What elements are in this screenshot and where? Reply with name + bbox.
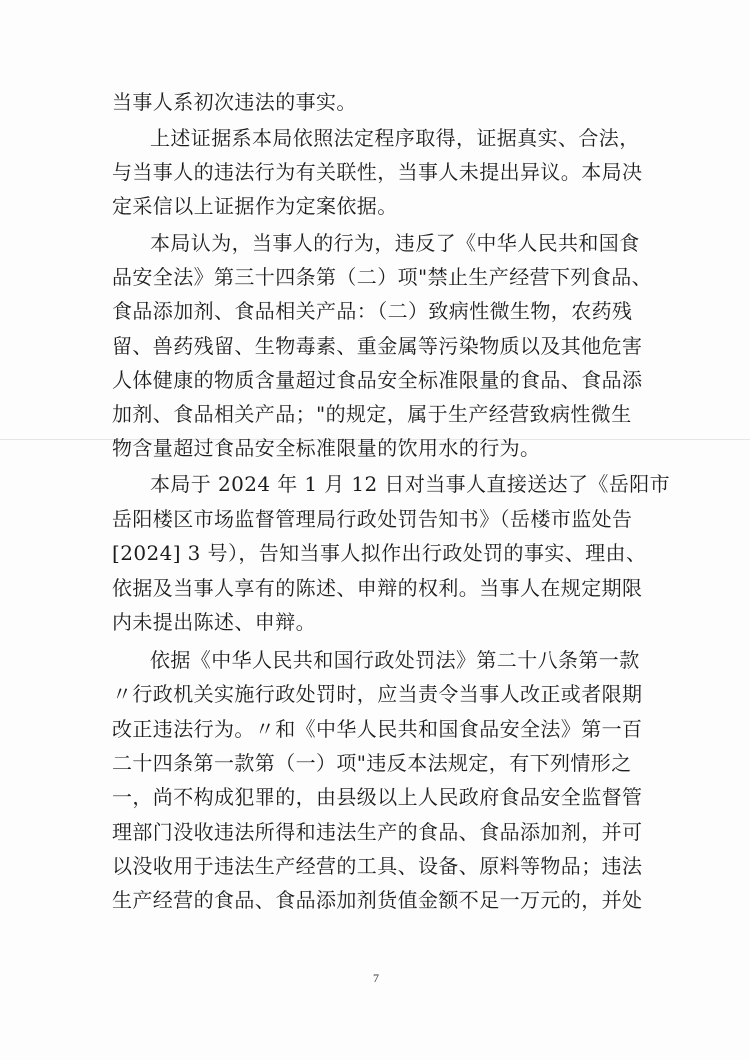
text-line: 内未提出陈述、申辩。 <box>112 610 316 634</box>
text-line: 以没收用于违法生产经营的工具、设备、原料等物品；违法 <box>112 854 643 878</box>
text-line: 与当事人的违法行为有关联性，当事人未提出异议。本局决 <box>112 160 643 184</box>
text-line: [2024] 3 号），告知当事人拟作出行政处罚的事实、理由、 <box>112 541 647 565</box>
text-line: 定采信以上证据作为定案依据。 <box>112 194 398 218</box>
text-line: 加剂、食品相关产品；"的规定，属于生产经营致病性微生 <box>112 402 632 426</box>
paragraph-start-line: 上述证据系本局依照法定程序取得，证据真实、合法， <box>150 126 640 150</box>
text-line: 生产经营的食品、食品添加剂货值金额不足一万元的，并处 <box>112 888 643 912</box>
paragraph-start-line: 本局认为，当事人的行为，违反了《中华人民共和国食 <box>150 231 640 255</box>
text-line: 人体健康的物质含量超过食品安全标准限量的食品、食品添 <box>112 368 643 392</box>
text-line: 〃行政机关实施行政处罚时，应当责令当事人改正或者限期 <box>112 682 643 706</box>
text-line: 品安全法》第三十四条第（二）项"禁止生产经营下列食品、 <box>112 265 652 289</box>
text-line: 岳阳楼区市场监督管理局行政处罚告知书》（岳楼市监处告 <box>112 507 633 531</box>
text-line: 二十四条第一款第（一）项"违反本法规定，有下列情形之 <box>112 751 632 775</box>
text-line: 当事人系初次违法的事实。 <box>112 90 357 114</box>
text-line: 食品添加剂、食品相关产品：（二）致病性微生物，农药残 <box>112 299 633 323</box>
page-number: 7 <box>373 971 379 985</box>
text-line: 物含量超过食品安全标准限量的饮用水的行为。 <box>112 436 541 460</box>
text-line: 一，尚不构成犯罪的，由县级以上人民政府食品安全监督管 <box>112 785 643 809</box>
text-line: 改正违法行为。〃和《中华人民共和国食品安全法》第一百 <box>112 717 643 741</box>
text-line: 依据及当事人享有的陈述、申辩的权利。当事人在规定期限 <box>112 576 643 600</box>
paragraph-start-line: 依据《中华人民共和国行政处罚法》第二十八条第一款 <box>150 648 640 672</box>
text-line: 留、兽药残留、生物毒素、重金属等污染物质以及其他危害 <box>112 334 643 358</box>
paragraph-start-line: 本局于 2024 年 1 月 12 日对当事人直接送达了《岳阳市 <box>150 472 671 496</box>
text-line: 理部门没收违法所得和违法生产的食品、食品添加剂，并可 <box>112 820 643 844</box>
